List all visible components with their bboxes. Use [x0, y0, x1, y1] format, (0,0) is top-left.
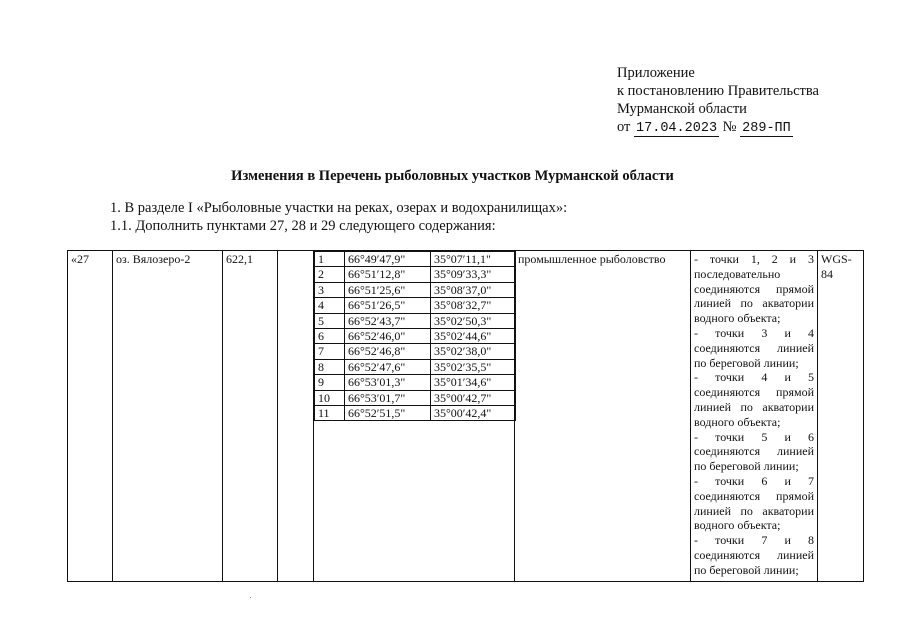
point-number: 10: [315, 390, 345, 405]
empty-cell: [278, 251, 314, 582]
purpose-cell: промышленное рыболовство: [515, 251, 691, 582]
point-row: [315, 359, 516, 374]
description-item: - точки 7 и 8 соединяются линией по береговой линии;: [694, 533, 814, 577]
point-number: 3: [315, 282, 345, 297]
point-latitude: 66°52′47,6": [345, 359, 431, 374]
number-prefix: №: [722, 119, 737, 135]
description-item: - точки 3 и 4 соединяются линией по береговой линии;: [694, 325, 814, 370]
point-longitude: 35°02′44,6": [431, 329, 516, 344]
description-item: - точки 6 и 7 соединяются прямой линией по акватории водного объекта;: [694, 473, 814, 533]
point-row: [315, 375, 516, 390]
point-number: 7: [315, 344, 345, 359]
point-number: 11: [315, 406, 345, 421]
point-latitude: 66°51′26,5": [345, 298, 431, 313]
point-latitude: 66°51′12,8": [345, 267, 431, 282]
document-date: 17.04.2023: [636, 121, 718, 136]
document-title: Изменения в Перечень рыболовных участков Мурманской области: [231, 168, 674, 184]
point-latitude: 66°52′46,0": [345, 329, 431, 344]
point-longitude: 35°01′34,6": [431, 375, 516, 390]
point-row: [315, 406, 516, 421]
coordinate-system: WGS-84: [818, 251, 864, 582]
row-number: «27: [68, 251, 113, 582]
table-row: [68, 251, 864, 582]
paragraph-1: 1. В разделе I «Рыболовные участки на реках, озерах и водохранилищах»:: [110, 200, 568, 216]
point-longitude: 35°00′42,7": [431, 390, 516, 405]
point-number: 2: [315, 267, 345, 282]
description-item: - точки 4 и 5 соединяются прямой линией по акватории водного объекта;: [694, 370, 814, 429]
point-latitude: 66°52′46,8": [345, 344, 431, 359]
paragraph-2: 1.1. Дополнить пунктами 27, 28 и 29 следующего содержания:: [110, 218, 496, 234]
description-item: - точки 5 и 6 соединяются линией по береговой линии;: [694, 429, 814, 474]
point-latitude: 66°52′43,7": [345, 313, 431, 328]
points-cell: [314, 251, 515, 582]
point-longitude: 35°09′33,3": [431, 267, 516, 282]
appendix-line-2: к постановлению Правительства: [617, 83, 819, 99]
fishing-areas-table: [67, 250, 864, 582]
point-latitude: 66°53′01,3": [345, 375, 431, 390]
point-number: 6: [315, 329, 345, 344]
boundary-description: [691, 251, 818, 582]
point-longitude: 35°02′50,3": [431, 313, 516, 328]
point-number: 9: [315, 375, 345, 390]
points-table: [314, 251, 516, 421]
point-longitude: 35°07′11,1": [431, 252, 516, 267]
point-row: [315, 252, 516, 267]
point-longitude: 35°08′32,7": [431, 298, 516, 313]
point-number: 4: [315, 298, 345, 313]
point-latitude: 66°53′01,7": [345, 390, 431, 405]
point-number: 8: [315, 359, 345, 374]
date-prefix: от: [617, 119, 631, 135]
point-row: [315, 282, 516, 297]
point-number: 5: [315, 313, 345, 328]
scan-artifact: [250, 597, 251, 598]
point-longitude: 35°02′35,5": [431, 359, 516, 374]
point-row: [315, 298, 516, 313]
point-row: [315, 313, 516, 328]
point-row: [315, 267, 516, 282]
point-longitude: 35°08′37,0": [431, 282, 516, 297]
point-number: 1: [315, 252, 345, 267]
point-longitude: 35°00′42,4": [431, 406, 516, 421]
point-latitude: 66°52′51,5": [345, 406, 431, 421]
point-longitude: 35°02′38,0": [431, 344, 516, 359]
appendix-line-3: Мурманской области: [617, 101, 747, 117]
point-row: [315, 390, 516, 405]
point-row: [315, 344, 516, 359]
appendix-line-1: Приложение: [617, 65, 695, 81]
description-item: - точки 1, 2 и 3 последовательно соединяются прямой линией по акватории водного объекта;: [694, 252, 814, 326]
point-latitude: 66°51′25,6": [345, 282, 431, 297]
water-body-name: оз. Вялозеро-2: [113, 251, 223, 582]
document-number: 289-ПП: [742, 121, 791, 136]
area-value: 622,1: [223, 251, 278, 582]
point-latitude: 66°49′47,9": [345, 252, 431, 267]
appendix-block: [617, 64, 819, 138]
appendix-date-line: [617, 118, 819, 138]
point-row: [315, 329, 516, 344]
